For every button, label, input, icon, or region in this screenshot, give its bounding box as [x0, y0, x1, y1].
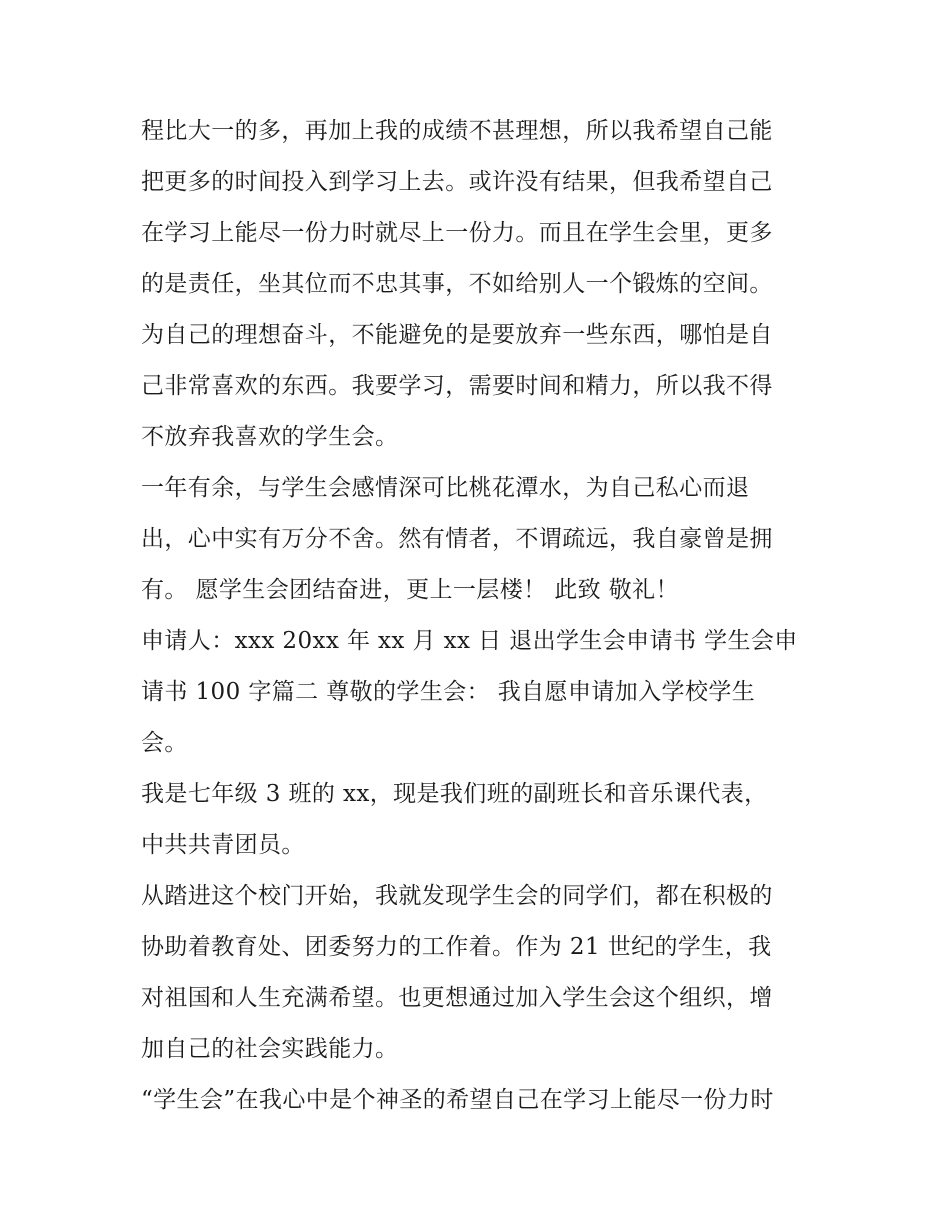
text-line: 协助着教育处、团委努力的工作着。作为 21 世纪的学生，我 [141, 934, 772, 960]
text-line: 程比大一的多，再加上我的成绩不甚理想，所以我希望自己能 [141, 118, 773, 144]
text-line: 把更多的时间投入到学习上去。或许没有结果，但我希望自己 [141, 169, 773, 195]
text-line: 从踏进这个校门开始，我就发现学生会的同学们，都在积极的 [141, 883, 773, 909]
text-line: 出，心中实有万分不舍。然有情者，不谓疏远，我自豪曾是拥 [141, 526, 773, 552]
text-line: 在学习上能尽一份力时就尽上一份力。而且在学生会里，更多 [141, 220, 773, 246]
text-line: 不放弃我喜欢的学生会。 [141, 424, 399, 450]
text-line: 己非常喜欢的东西。我要学习，需要时间和精力，所以我不得 [141, 373, 773, 399]
text-line: 申请人：xxx 20xx 年 xx 月 xx 日 退出学生会申请书 学生会申 [141, 628, 798, 654]
text-line: 对祖国和人生充满希望。也更想通过加入学生会这个组织，增 [141, 985, 773, 1011]
text-line: 为自己的理想奋斗，不能避免的是要放弃一些东西，哪怕是自 [141, 322, 773, 348]
text-line: 的是责任，坐其位而不忠其事，不如给别人一个锻炼的空间。 [141, 271, 773, 297]
text-line: 请书 100 字篇二 尊敬的学生会： 我自愿申请加入学校学生 [141, 679, 756, 705]
text-line: 我是七年级 3 班的 xx，现是我们班的副班长和音乐课代表， [141, 781, 768, 807]
text-line: 中共共青团员。 [141, 832, 305, 858]
text-line: 加自己的社会实践能力。 [141, 1036, 399, 1062]
text-line: 有。 愿学生会团结奋进，更上一层楼！ 此致 敬礼！ [141, 577, 679, 603]
document-body [141, 106, 821, 1126]
text-line: 会。 [141, 730, 188, 756]
text-line: 一年有余，与学生会感情深可比桃花潭水，为自己私心而退 [141, 475, 750, 501]
text-line: “学生会”在我心中是个神圣的希望自己在学习上能尽一份力时 [141, 1087, 774, 1113]
